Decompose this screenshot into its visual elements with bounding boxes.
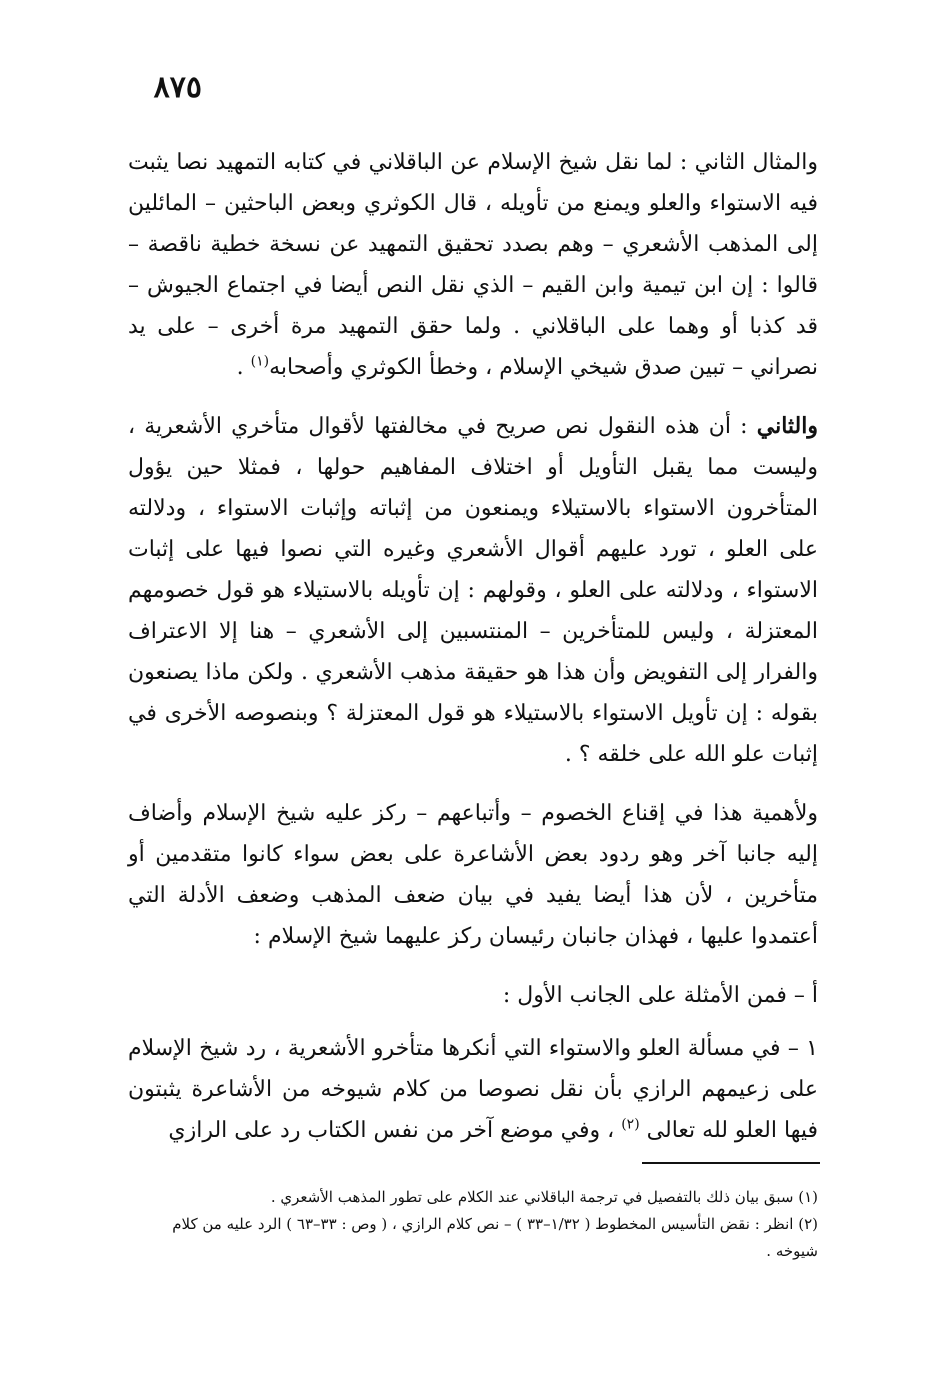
paragraph-lead: والثاني	[756, 413, 818, 439]
paragraph-item-one	[128, 1028, 818, 1151]
paragraph-tail: ، وفي موضع آخر من نفس الكتاب رد على الرازي	[168, 1118, 622, 1143]
paragraph-text: ولأهمية هذا في إقناع الخصوم – وأتباعهم – ركز عليه شيخ الإسلام وأضاف إليه جانبا آخر وهو ردود بعض الأشاعرة على بعض سواء كانوا متقدمين أو متأخرين ، لأن هذا أيضا يفيد في بيان ضعف المذهب وضعف الأدلة التي أعتمدوا عليها ، فهذان جانبان رئيسان ركز عليهما شيخ الإسلام :	[128, 801, 818, 949]
footnote-2: (٢) انظر : نقض التأسيس المخطوط ( ١/٣٢–٣٣ ) – نص كلام الرازي ، ( وص : ٣٣–٦٣ ) الرد عليه من كلام شيوخه .	[172, 1215, 818, 1260]
main-text	[128, 142, 818, 1169]
footnote-divider	[642, 1162, 820, 1164]
paragraph-text: أ – فمن الأمثلة على الجانب الأول :	[502, 983, 818, 1008]
paragraph-text: ١ – في مسألة العلو والاستواء التي أنكرها متأخرو الأشعرية ، رد شيخ الإسلام على زعيمهم الرازي بأن نقل نصوصا من كلام شيوخه من الأشاعرة يثبتون فيها العلو لله تعالى	[128, 1036, 818, 1143]
paragraph-tail: .	[236, 355, 251, 380]
footnote-1: (١) سبق بيان ذلك بالتفصيل في ترجمة الباقلاني عند الكلام على تطور المذهب الأشعري .	[270, 1188, 818, 1206]
paragraph-importance	[128, 793, 818, 957]
footnote-ref-2: (٢)	[621, 1116, 640, 1133]
paragraph-second-point	[128, 406, 818, 775]
paragraph-section-heading	[128, 975, 818, 1016]
paragraph-text: والمثال الثاني : لما نقل شيخ الإسلام عن الباقلاني في كتابه التمهيد نصا يثبت فيه الاستواء والعلو ويمنع من تأويله ، قال الكوثري وبعض الباحثين – المائلين إلى المذهب الأشعري – وهم بصدد تحقيق التمهيد عن نسخة خطية ناقصة – قالوا : إن ابن تيمية وابن القيم – الذي نقل النص أيضا في اجتماع الجيوش – قد كذبا أو وهما على الباقلاني . ولما حقق التمهيد مرة أخرى – على يد نصراني – تبين صدق شيخي الإسلام ، وخطأ الكوثري وأصحابه	[128, 150, 818, 380]
paragraph-example-two	[128, 142, 818, 388]
page-number: ٨٧٥	[153, 70, 202, 105]
footnote-ref-1: (١)	[250, 353, 270, 370]
paragraph-text: : أن هذه النقول نص صريح في مخالفتها لأقوال متأخري الأشعرية ، وليست مما يقبل التأويل أو اختلاف المفاهيم حولها ، فمثلا حين يؤول المتأخرون الاستواء بالاستيلاء ويمنعون من إثباته وإثبات الاستواء ، ودلالته على العلو ، تورد عليهم أقوال الأشعري وغيره التي نصوا فيها على إثبات الاستواء ، ودلالته على العلو ، وقولهم : إن تأويله بالاستيلاء هو قول خصومهم المعتزلة ، وليس للمتأخرين – المنتسبين إلى الأشعري – هنا إلا الاعتراف والفرار إلى التفويض وأن هذا هو حقيقة مذهب الأشعري . ولكن ماذا يصنعون بقوله : إن تأويل الاستواء بالاستيلاء هو قول المعتزلة ؟ وبنصوصه الأخرى في إثبات علو الله على خلقه ؟ .	[128, 414, 818, 767]
footnotes	[128, 1184, 818, 1265]
